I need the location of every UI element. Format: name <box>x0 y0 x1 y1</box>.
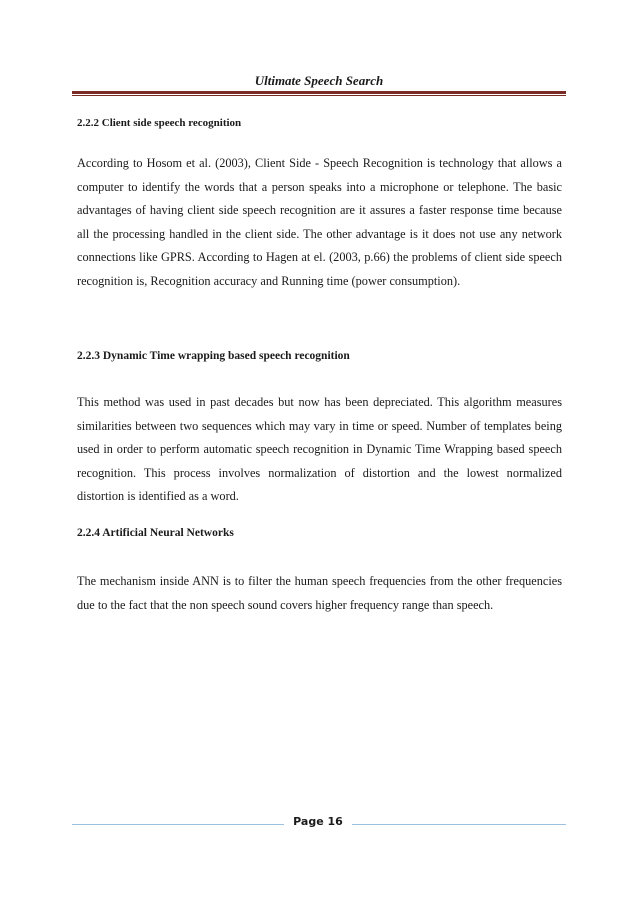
footer-rule-right <box>352 824 566 825</box>
section-heading-2-2-4: 2.2.4 Artificial Neural Networks <box>77 527 234 539</box>
footer-rule-left <box>72 824 284 825</box>
header-rule <box>72 91 566 94</box>
section-heading-2-2-2: 2.2.2 Client side speech recognition <box>77 117 242 129</box>
section-body-2-2-4: The mechanism inside ANN is to filter the human speech frequencies from the other frequencies due to the fact that the non speech sound covers higher frequency range than speech. <box>77 574 562 612</box>
section-body-2-2-3: This method was used in past decades but now has been depreciated. This algorithm measures similarities between two sequences which may vary in time or speed. Number of templates being used in order to perform automatic speech recognition in Dynamic Time Wrapping based speech recognition. This process involves normalization of distortion and the lowest normalized distortion is identified as a word. <box>77 395 562 504</box>
page-number: Page 16 <box>293 815 343 828</box>
running-header-title: Ultimate Speech Search <box>254 73 384 88</box>
section-heading-2-2-3: 2.2.3 Dynamic Time wrapping based speech recognition <box>77 350 350 362</box>
header-rule-thin <box>72 95 566 96</box>
section-body-2-2-2: According to Hosom et al. (2003), Client Side - Speech Recognition is technology that allows a computer to identify the words that a person speaks into a microphone or telephone. The basic advantages of having client side speech recognition are it assures a faster response time because all the processing handled in the client side. The other advantage is it does not use any network connections like GPRS. According to Hagen at el. (2003, p.66) the problems of client side speech recognition is, Recognition accuracy and Running time (power consumption). <box>77 156 562 288</box>
